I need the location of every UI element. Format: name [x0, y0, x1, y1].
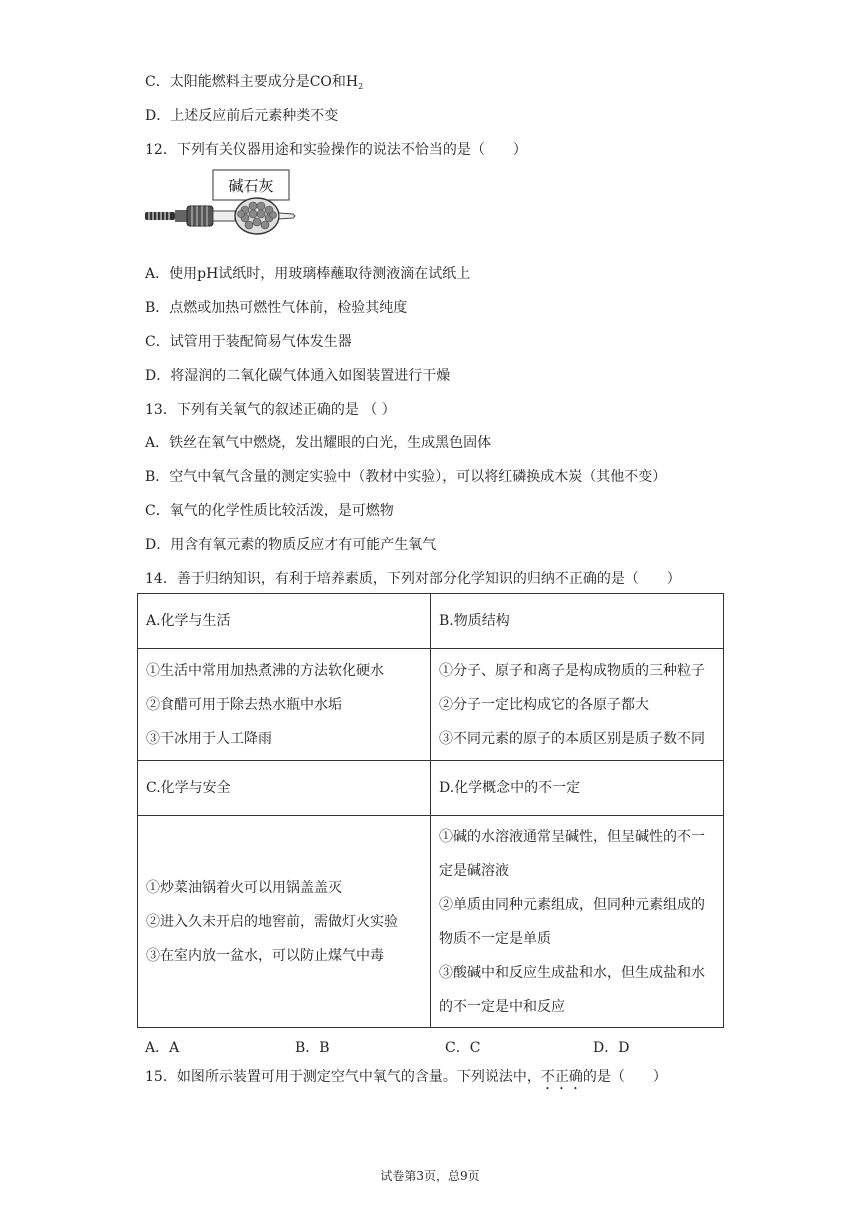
q12-stem: 12．下列有关仪器用途和实验操作的说法不恰当的是（ ） — [145, 142, 527, 158]
cell-d-head: D.化学概念中的不一定 — [431, 761, 724, 816]
cell-c-head: C.化学与安全 — [138, 761, 431, 816]
q11-option-c: C．太阳能燃料主要成分是CO和$H_2$ — [145, 74, 364, 91]
q14-option-d: D．D — [593, 1040, 630, 1056]
q12-option-d: D．将湿润的二氧化碳气体通入如图装置进行干燥 — [145, 368, 451, 384]
cell-a-head: A.化学与生活 — [138, 594, 431, 649]
cell-b-head: B.物质结构 — [431, 594, 724, 649]
cell-a-items: ①生活中常用加热煮沸的方法软化硬水 ②食醋可用于除去热水瓶中水垢 ③干冰用于人工降雨 — [138, 649, 431, 761]
q13-option-a: A．铁丝在氧气中燃烧，发出耀眼的白光，生成黑色固体 — [145, 435, 492, 451]
q14-option-c: C．C — [445, 1040, 481, 1056]
q14-options — [145, 1037, 665, 1055]
q13-option-d: D．用含有氧元素的物质反应才有可能产生氧气 — [145, 537, 437, 553]
q13-option-b: B．空气中氧气含量的测定实验中（教材中实验），可以将红磷换成木炭（其他不变） — [145, 469, 667, 485]
q13-stem: 13．下列有关氧气的叙述正确的是 （ ） — [145, 402, 396, 418]
q13-option-c: C．氧气的化学性质比较活泼，是可燃物 — [145, 503, 394, 519]
drying-tube-figure — [143, 168, 303, 236]
q12-option-c: C．试管用于装配简易气体发生器 — [145, 334, 352, 350]
q14-stem: 14．善于归纳知识，有利于培养素质，下列对部分化学知识的归纳不正确的是（ ） — [145, 571, 681, 587]
cell-c-items: ①炒菜油锅着火可以用锅盖盖灭 ②进入久未开启的地窖前，需做灯火实验 ③在室内放一盆水，可以防止煤气中毒 — [138, 816, 431, 1028]
cell-d-items: ①碱的水溶液通常呈碱性，但呈碱性的不一 定是碱溶液 ②单质由同种元素组成，但同种元素组成的 物质不一定是单质 ③酸碱中和反应生成盐和水，但生成盐和水 的不一定是中和反应 — [431, 816, 724, 1028]
q15-stem: 15．如图所示装置可用于测定空气中氧气的含量。下列说法中，不正确的是（ ） — [145, 1069, 667, 1085]
q12-option-b: B．点燃或加热可燃性气体前，检验其纯度 — [145, 300, 408, 316]
q12-option-a: A．使用pH试纸时，用玻璃棒蘸取待测液滴在试纸上 — [145, 266, 471, 282]
q15-emphasis: 不正确 — [540, 1069, 583, 1085]
q14-option-b: B．B — [295, 1040, 330, 1056]
figure-label: 碱石灰 — [228, 177, 274, 195]
knowledge-table — [137, 593, 724, 1028]
cell-b-items: ①分子、原子和离子是构成物质的三种粒子 ②分子一定比构成它的各原子都大 ③不同元素的原子的本质区别是质子数不同 — [431, 649, 724, 761]
q11-option-d: D．上述反应前后元素种类不变 — [145, 108, 339, 124]
q14-option-a: A．A — [145, 1040, 180, 1056]
page-footer: 试卷第3页，总9页 — [380, 1169, 480, 1183]
